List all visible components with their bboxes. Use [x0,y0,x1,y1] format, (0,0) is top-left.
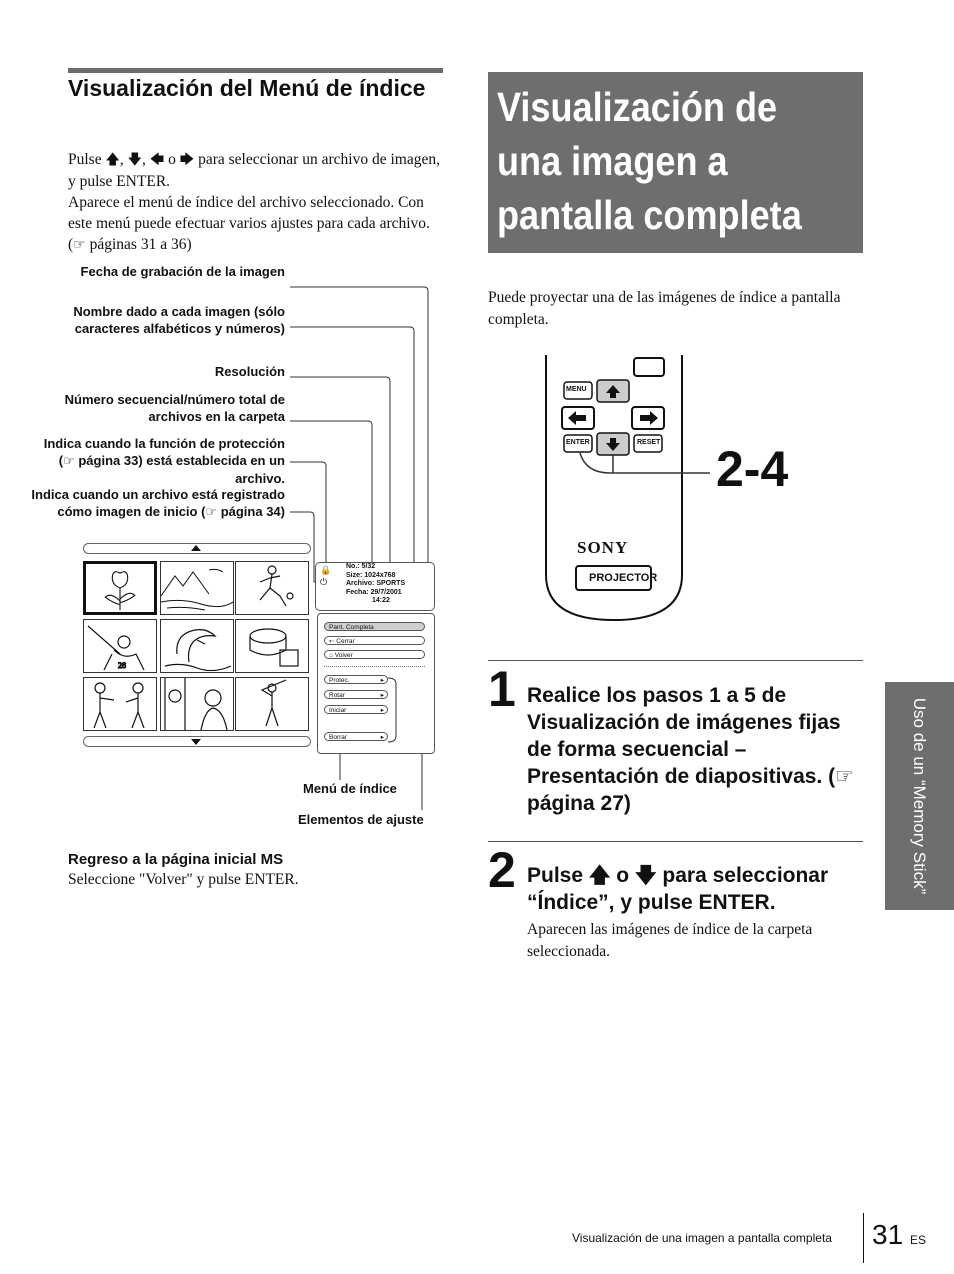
menu-item-protec[interactable] [324,675,388,684]
submenu-arrow-icon: ▸ [380,692,384,699]
soccer-player-icon [236,562,308,614]
menu-item-borrar[interactable] [324,732,388,741]
regreso-text: Seleccione "Volver" y pulse ENTER. [68,871,299,888]
cake-icon [236,620,308,672]
section-heading: Visualización del Menú de índice [68,75,426,101]
thumbnail-people[interactable] [160,677,234,731]
step1-text [527,682,862,817]
arrow-up-icon: 🡅 [105,152,120,168]
text: , [119,151,128,168]
text: página 33) está establecida en un archivo. [74,453,285,486]
boxing-icon [84,678,156,730]
arrow-down-icon: 🡇 [127,152,143,168]
baseball-icon [84,620,156,672]
text: página 34) [217,504,285,519]
submenu-arrow-icon: ▸ [380,677,384,684]
remote-reset-label: RESET [637,439,661,446]
info-time: 14:22 [372,597,390,604]
text: Iniciar [329,707,347,714]
menu-divider [324,666,425,667]
step1-number: 1 [488,661,516,717]
arrow-up-icon: 🡅 [588,863,611,887]
menu-item-pant-completa[interactable]: Pant. Completa [324,622,425,631]
dolphin-icon [161,620,233,672]
regreso-heading: Regreso a la página inicial MS [68,851,284,868]
thumbnail-dolphin[interactable] [160,619,234,673]
thumbnail-landscape[interactable] [160,561,234,615]
thumbnail-golf[interactable] [235,677,309,731]
remote-projector-label: PROJECTOR [589,572,658,584]
text: Pulse [527,864,589,887]
thumbnail-boxing[interactable] [83,677,157,731]
text: para seleccionar un archivo de imagen, y pulse ENTER. [68,151,440,190]
settings-bracket [388,670,404,748]
info-number: No.: 5/32 [346,563,376,570]
text: o [610,864,635,887]
label-menu-indice: Menú de índice [303,781,397,796]
text: Indica cuando un archivo está registrado cómo imagen de inicio ( [31,487,285,519]
step2-rule [488,841,863,842]
text: Pulse [68,151,106,168]
info-file: Archivo: SPORTS [346,580,406,587]
menu-item-volver[interactable] [324,650,425,659]
landscape-icon [161,562,233,614]
people-icon [161,678,233,730]
footer-text: Visualización de una imagen a pantalla completa [572,1231,832,1245]
remote-enter-label: ENTER [566,439,590,446]
text: páginas 31 a 36) [85,236,192,253]
info-date: Fecha: 29/7/2001 [346,588,402,596]
pointing-hand-icon: ☞ [835,764,854,788]
arrow-right-icon: 🡆 [179,152,195,168]
home-icon: ⌂ [329,652,335,659]
menu-item-iniciar[interactable] [324,705,388,714]
menu-item-rotar[interactable] [324,690,388,699]
svg-text:28: 28 [118,661,126,670]
text: Protec. [329,677,350,684]
callout-resolucion: Resolución [214,364,285,379]
text: Rotar [329,692,345,699]
intro-right: Puede proyectar una de las imágenes de índice a pantalla completa. [488,289,841,328]
submenu-arrow-icon: ▸ [380,734,384,741]
pointing-hand-icon: ☞ [205,505,218,520]
info-lines [346,563,405,606]
language-code: ES [910,1233,927,1247]
text: Realice los pasos 1 a 5 de Visualización de imágenes fijas de forma secuencial – Presentación de diapositivas. ( [527,684,841,788]
page-number: 31 [872,1219,904,1250]
callout-fecha: Fecha de grabación de la imagen [80,264,285,279]
text: o [164,151,180,168]
triangle-down-icon [191,739,201,745]
side-tab-label: Uso de un “Memory Stick” [910,697,929,895]
step2-body: Aparecen las imágenes de índice de la carpeta seleccionada. [527,921,813,960]
pointing-hand-icon: ☞ [63,454,75,469]
thumbnail-soccer[interactable] [235,561,309,615]
golfer-icon [236,678,308,730]
info-size: Size: 1024x768 [346,571,396,579]
label-elementos: Elementos de ajuste [298,812,424,827]
step-callout: 2-4 [716,441,789,497]
pointing-hand-icon: ☞ [73,237,86,253]
page-title: Visualización de una imagen a pantalla completa [497,84,802,238]
text: Borrar [329,734,348,741]
thumbnail-baseball[interactable] [83,619,157,673]
menu-item-cerrar[interactable] [324,636,425,645]
thumbnail-flower[interactable] [83,561,157,615]
lock-icon: 🔒 [320,566,332,576]
callout-numero: Número secuencial/número total de archivos en la carpeta [64,392,285,424]
callout-nombre: Nombre dado a cada imagen (sólo caracteres alfabéticos y números) [73,304,285,336]
text: Volver [334,652,353,659]
remote-menu-label: MENU [566,386,587,393]
text: para seleccionar “Índice”, y pulse ENTER. [527,864,829,914]
step2-number: 2 [488,842,516,898]
text: Indica cuando la función de protección ( [43,436,285,468]
step2-text [527,862,862,916]
triangle-up-icon [191,545,201,551]
submenu-arrow-icon: ▸ [380,707,384,714]
text: Aparece el menú de índice del archivo seleccionado. Con este menú puede efectuar varios ajustes para cada archivo. ( [68,194,430,253]
start-image-icon: ⏻ [320,578,328,588]
text: , [142,151,150,168]
close-arrow-icon: ⇠ [329,638,337,645]
arrow-down-icon: 🡇 [634,863,657,887]
sony-logo: SONY [577,538,629,557]
flower-icon [86,564,154,612]
step1-rule [488,660,863,661]
arrow-left-icon: 🡄 [149,152,165,168]
footer-divider [863,1213,864,1263]
thumbnail-cake[interactable] [235,619,309,673]
text: Cerrar [336,638,355,645]
text: página 27) [527,792,631,815]
